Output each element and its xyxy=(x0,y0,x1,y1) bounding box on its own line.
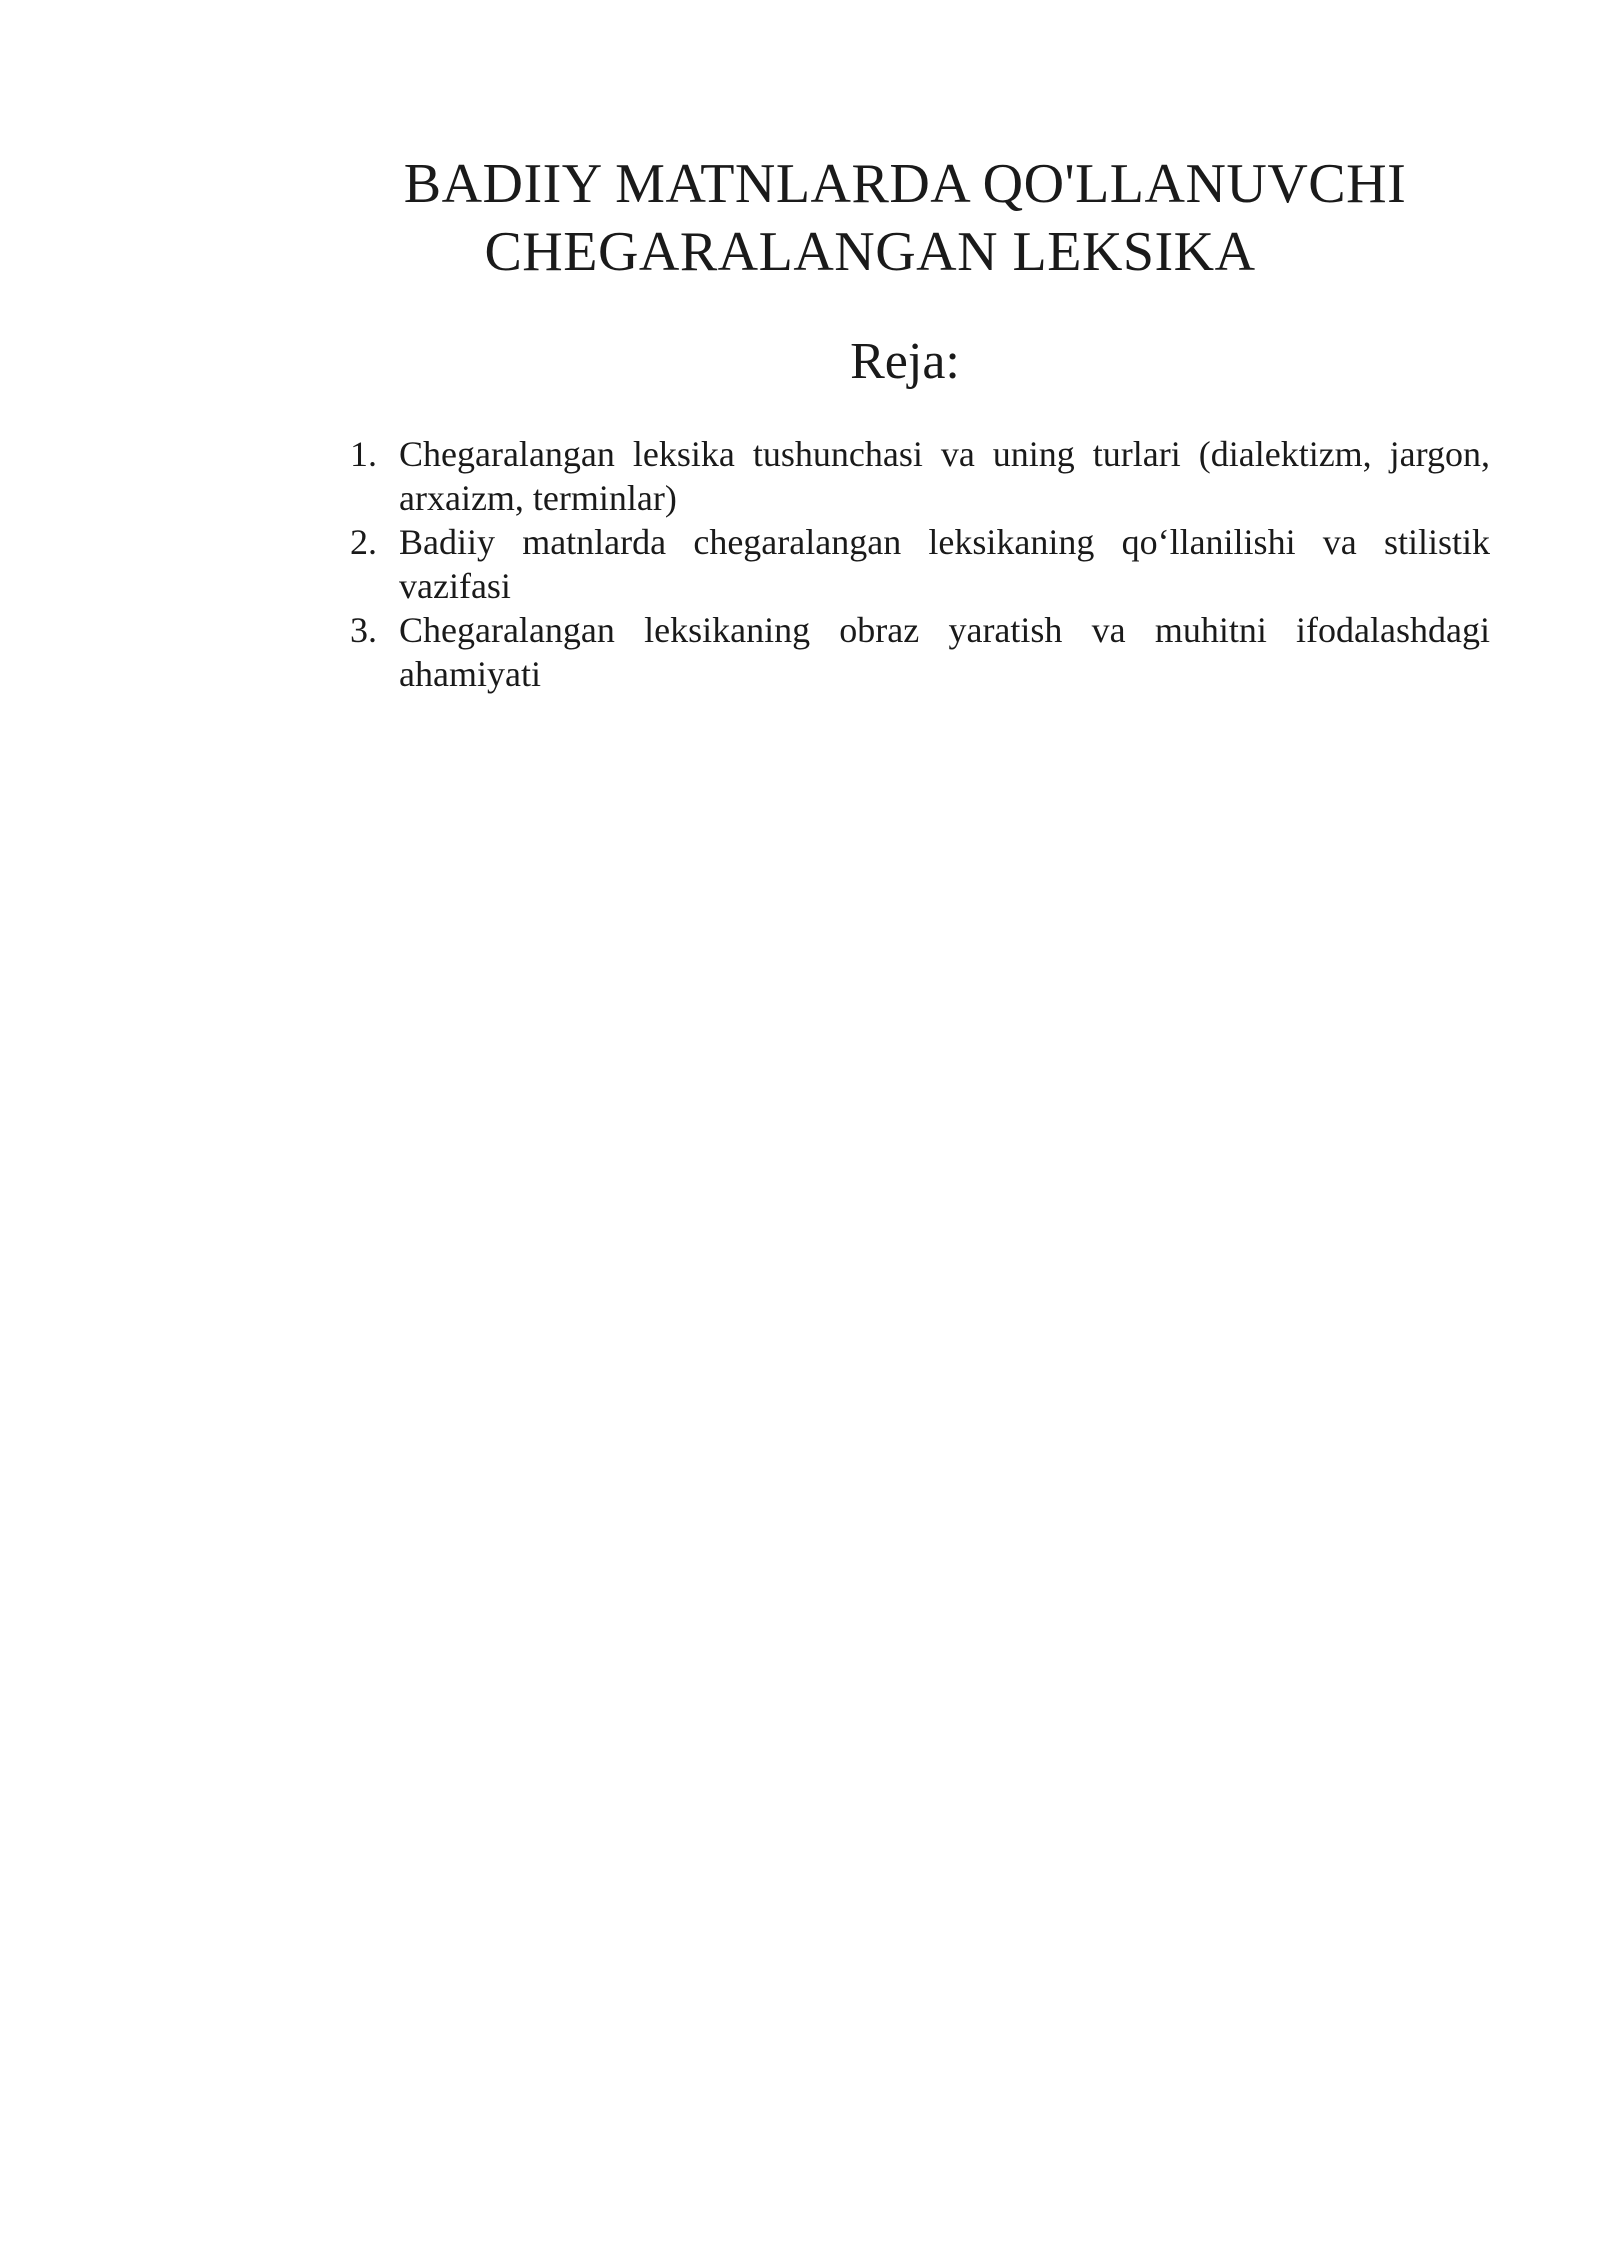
plan-item-2 xyxy=(350,520,1490,608)
plan-item-text: Chegaralangan leksikaning obraz yaratish va muhitni ifodalashdagi ahamiyati xyxy=(399,610,1490,694)
title-line-1: BADIIY MATNLARDA QO'LLANUVCHI xyxy=(403,153,1407,215)
title-line-2: CHEGARALANGAN LEKSIKA xyxy=(484,221,1256,283)
plan-item-number: 2. xyxy=(350,522,377,562)
plan-item-1 xyxy=(350,432,1490,520)
plan-list xyxy=(350,432,1490,696)
plan-item-text: Badiiy matnlarda chegaralangan leksikaning qo‘llanilishi va stilistik vazifasi xyxy=(399,522,1490,606)
plan-heading: Reja: xyxy=(850,333,960,390)
document-title xyxy=(330,150,1480,286)
plan-item-text: Chegaralangan leksika tushunchasi va uning turlari (dialektizm, jargon, arxaizm, terminlar) xyxy=(399,434,1490,518)
plan-item-number: 3. xyxy=(350,610,377,650)
plan-item-3 xyxy=(350,608,1490,696)
plan-item-number: 1. xyxy=(350,434,377,474)
